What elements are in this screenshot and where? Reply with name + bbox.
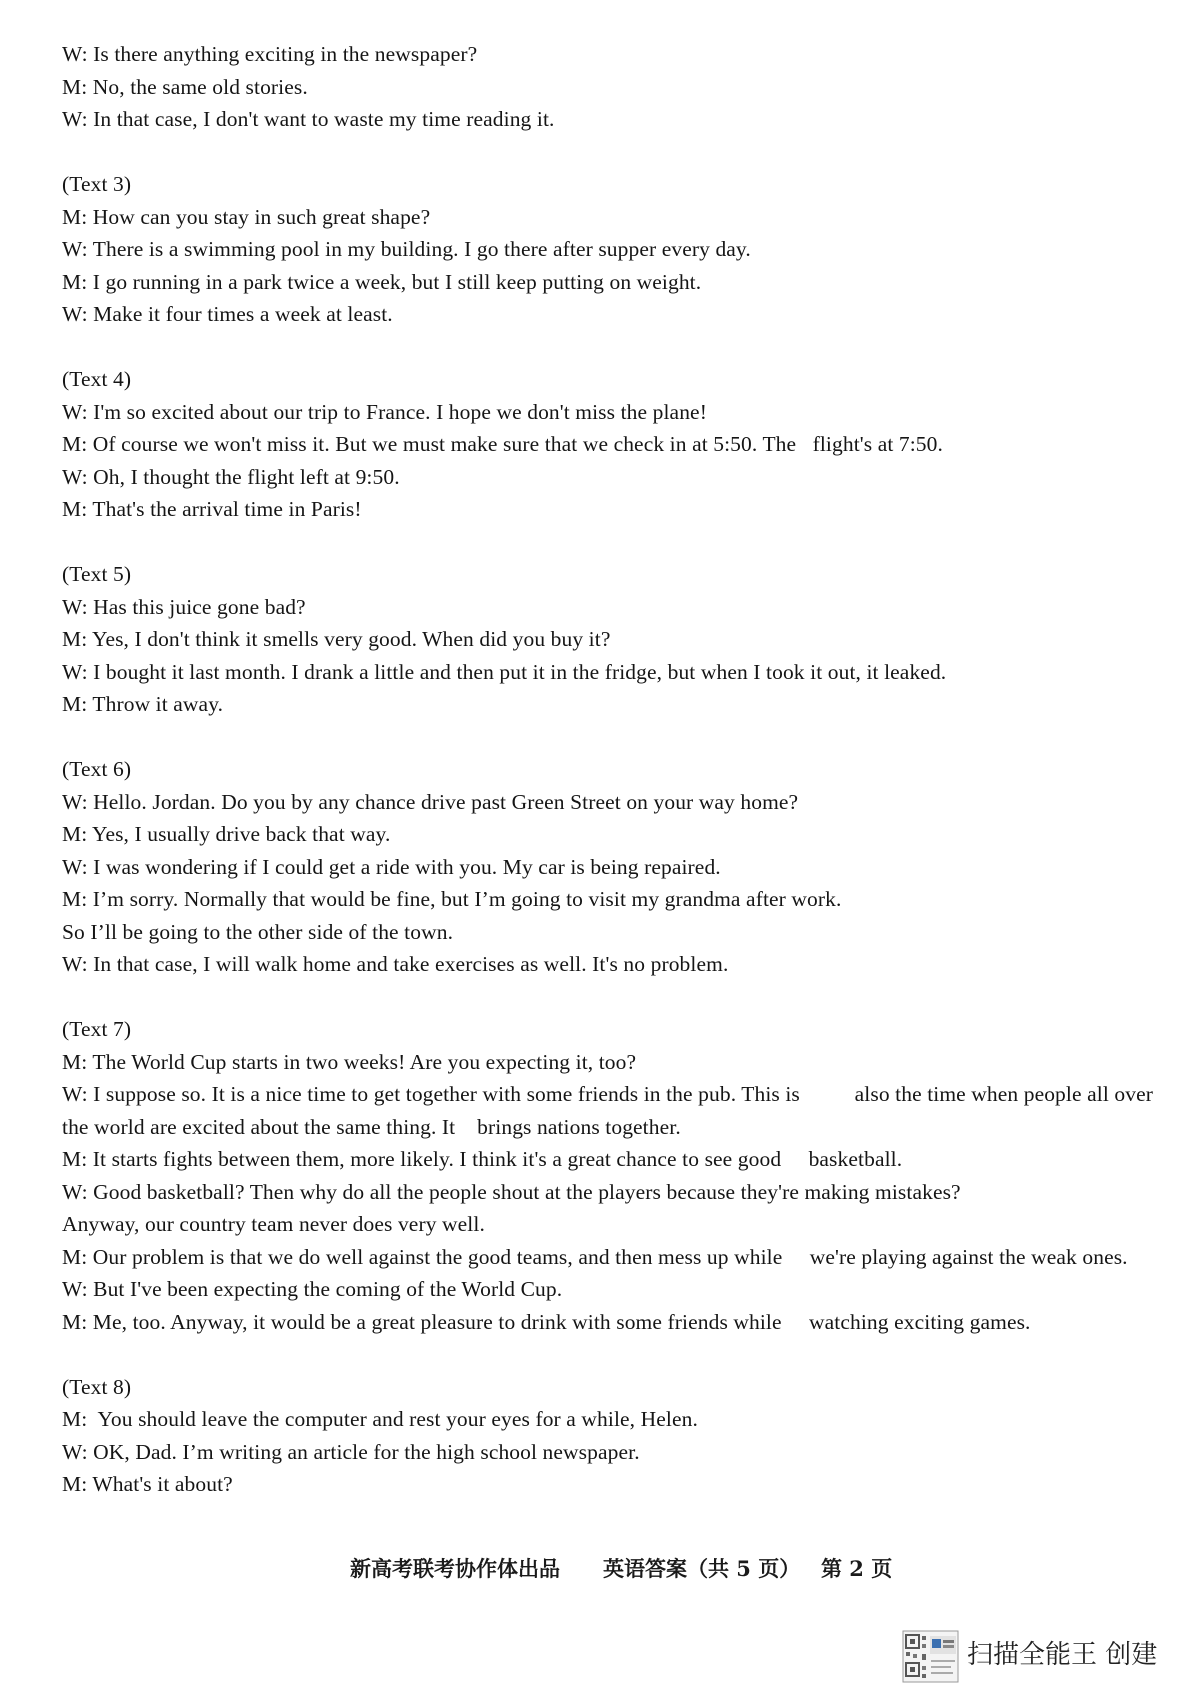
- dialogue-line: W: I bought it last month. I drank a little and then put it in the fridge, but when I took it out, it leaked.: [62, 659, 947, 684]
- dialogue-transcript: [62, 38, 1187, 1501]
- dialogue-line: Anyway, our country team never does very well.: [62, 1212, 485, 1236]
- dialogue-line: M: Me, too. Anyway, it would be a great pleasure to drink with some friends while watching exciting games.: [62, 1309, 1031, 1334]
- dialogue-line: M: Our problem is that we do well against the good teams, and then mess up while we're playing against the weak ones.: [62, 1244, 1128, 1269]
- dialogue-line: W: I suppose so. It is a nice time to get together with some friends in the pub. This is also the time when people all over: [62, 1082, 1153, 1106]
- dialogue-line: M: No, the same old stories.: [62, 74, 308, 99]
- dialogue-line: the world are excited about the same thing. It brings nations together.: [62, 1114, 681, 1139]
- dialogue-line: W: Oh, I thought the flight left at 9:50.: [62, 464, 400, 489]
- section-heading: (Text 7): [62, 1017, 132, 1041]
- section-heading: (Text 4): [62, 367, 132, 391]
- dialogue-line: M: It starts fights between them, more likely. I think it's a great chance to see good basketball.: [62, 1147, 903, 1171]
- dialogue-line: W: In that case, I will walk home and take exercises as well. It's no problem.: [62, 952, 729, 976]
- dialogue-line: M: The World Cup starts in two weeks! Are you expecting it, too?: [62, 1049, 637, 1074]
- text5-section: [62, 558, 1187, 721]
- text3-section: [62, 168, 1187, 331]
- dialogue-line: W: OK, Dad. I’m writing an article for the high school newspaper.: [62, 1439, 640, 1464]
- scanner-app-logo-icon: [902, 1630, 959, 1683]
- dialogue-line: W: I was wondering if I could get a ride with you. My car is being repaired.: [62, 854, 721, 879]
- dialogue-line: So I’ll be going to the other side of the town.: [62, 919, 454, 944]
- dialogue-line: M: Of course we won't miss it. But we must make sure that we check in at 5:50. The flight's at 7:50.: [62, 432, 943, 456]
- footer-page-number: 第 2 页: [821, 1556, 893, 1581]
- section-heading: (Text 3): [62, 172, 132, 196]
- dialogue-line: W: But I've been expecting the coming of the World Cup.: [62, 1277, 563, 1301]
- dialogue-line: W: Has this juice gone bad?: [62, 594, 306, 619]
- dialogue-line: W: In that case, I don't want to waste my time reading it.: [62, 107, 555, 131]
- dialogue-line: M: I’m sorry. Normally that would be fine, but I’m going to visit my grandma after work.: [62, 887, 842, 911]
- dialogue-line: M: Yes, I usually drive back that way.: [62, 822, 391, 846]
- text6-section: [62, 753, 1187, 981]
- dialogue-line: M: What's it about?: [62, 1472, 233, 1496]
- section-heading: (Text 8): [62, 1374, 132, 1399]
- dialogue-line: M: That's the arrival time in Paris!: [62, 497, 362, 521]
- dialogue-line: W: I'm so excited about our trip to France. I hope we don't miss the plane!: [62, 399, 707, 424]
- dialogue-line: W: Is there anything exciting in the newspaper?: [62, 42, 478, 66]
- dialogue-line: W: Hello. Jordan. Do you by any chance drive past Green Street on your way home?: [62, 789, 799, 814]
- text8-section: [62, 1371, 1187, 1501]
- dialogue-line: W: Make it four times a week at least.: [62, 302, 393, 326]
- text4-section: [62, 363, 1187, 526]
- dialogue-line: M: You should leave the computer and rest your eyes for a while, Helen.: [62, 1407, 698, 1431]
- dialogue-line: W: There is a swimming pool in my building. I go there after supper every day.: [62, 237, 751, 261]
- watermark-label: 扫描全能王 创建: [967, 1640, 1158, 1670]
- dialogue-line: M: Yes, I don't think it smells very good. When did you buy it?: [62, 627, 611, 651]
- dialogue-line: M: Throw it away.: [62, 692, 224, 716]
- text2-continuation: [62, 38, 1187, 136]
- dialogue-line: M: I go running in a park twice a week, but I still keep putting on weight.: [62, 269, 702, 294]
- footer-subject: 英语答案（共 5 页）: [603, 1556, 801, 1581]
- footer-publisher: 新高考联考协作体出品: [350, 1556, 560, 1581]
- dialogue-line: W: Good basketball? Then why do all the people shout at the players because they're making mistakes?: [62, 1179, 961, 1204]
- section-heading: (Text 5): [62, 562, 132, 586]
- text7-section: [62, 1013, 1187, 1338]
- dialogue-line: M: How can you stay in such great shape?: [62, 204, 431, 229]
- section-heading: (Text 6): [62, 757, 132, 781]
